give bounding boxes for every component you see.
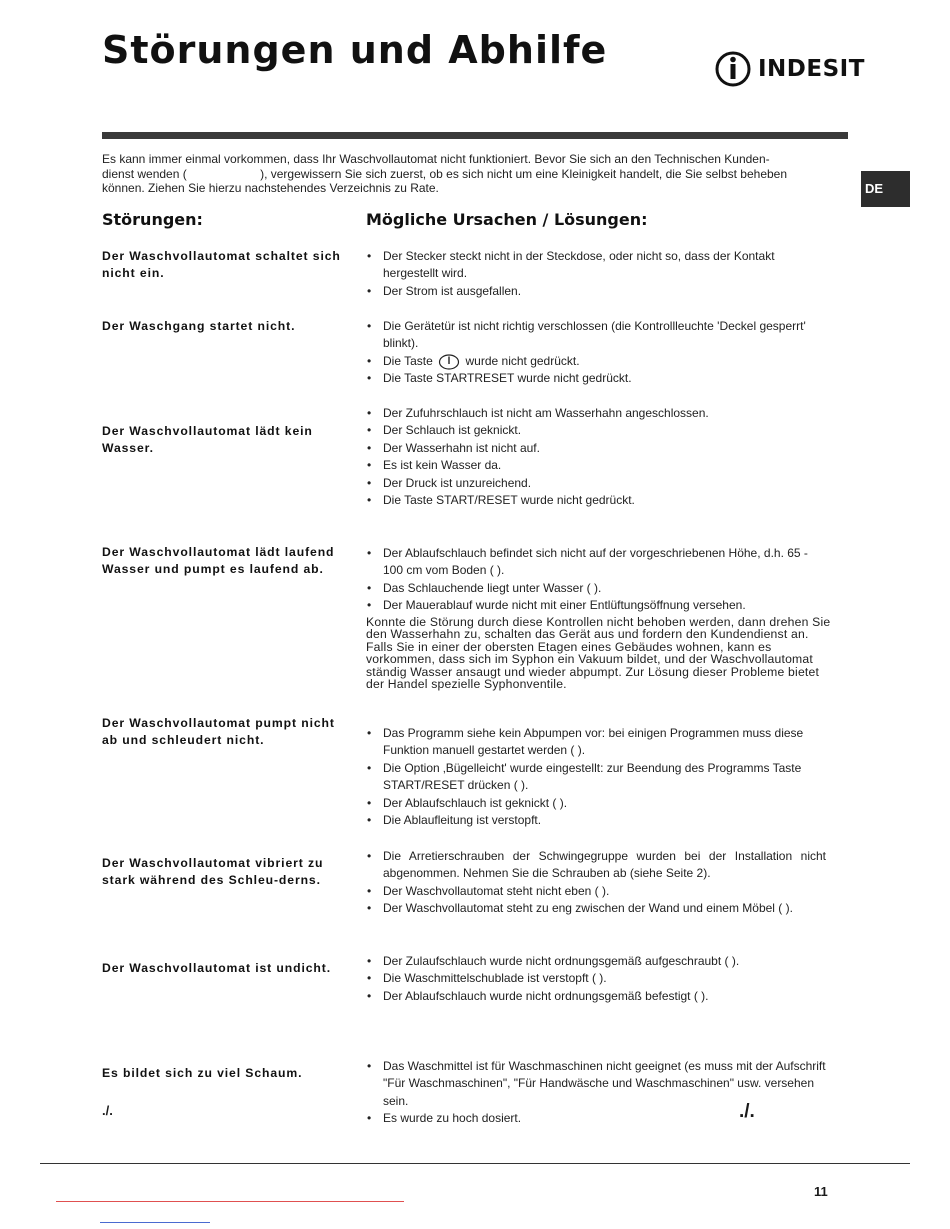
solution-item: • Es wurde zu hoch dosiert. bbox=[366, 1110, 826, 1127]
solutions-6 bbox=[366, 848, 826, 918]
solution-item: • Der Ablaufschlauch ist geknickt ( ). bbox=[366, 795, 826, 812]
problem-2: Der Waschgang startet nicht. bbox=[102, 319, 296, 333]
solution-text: Die Taste bbox=[383, 353, 433, 368]
problems-heading: Störungen: bbox=[102, 210, 203, 229]
solution-item: • Die Taste STARTRESET wurde nicht gedrückt. bbox=[366, 370, 826, 387]
solution-item: • Der Schlauch ist geknickt. bbox=[366, 422, 826, 439]
solution-item: • Die Taste START/RESET wurde nicht gedrückt. bbox=[366, 492, 826, 509]
language-tab: DE bbox=[861, 171, 910, 207]
page-title: Störungen und Abhilfe bbox=[102, 28, 608, 72]
solutions-8 bbox=[366, 1058, 826, 1128]
header-rule bbox=[102, 132, 848, 139]
problem-4: Der Waschvollautomat lädt laufend Wasser und pumpt es laufend ab. bbox=[102, 545, 335, 576]
solution-item: • Der Zufuhrschlauch ist nicht am Wasserhahn angeschlossen. bbox=[366, 405, 826, 422]
intro-paragraph: Es kann immer einmal vorkommen, dass Ihr Waschvollautomat nicht funktioniert. Bevor Sie sich an den Technischen Kunden- dienst wenden ( ), vergewissern Sie sich zuerst, ob es sich nicht um eine Kleinigkeit handelt, die Sie selbst beheben können. Ziehen Sie hierzu nachstehendes Verzeichnis zu Rate. bbox=[102, 152, 788, 196]
indesit-logo-icon bbox=[714, 50, 754, 88]
solution-item: • Der Stecker steckt nicht in der Steckdose, oder nicht so, dass der Kontakt hergestellt wird. bbox=[366, 248, 826, 283]
footer-link-underline[interactable] bbox=[56, 1201, 404, 1202]
problem-5: Der Waschvollautomat pumpt nicht ab und schleudert nicht. bbox=[102, 716, 335, 747]
solution-item: • Der Waschvollautomat steht nicht eben ( ). bbox=[366, 883, 826, 900]
solution-item: • Der Ablaufschlauch wurde nicht ordnungsgemäß befestigt ( ). bbox=[366, 988, 836, 1005]
solutions-3 bbox=[366, 405, 826, 509]
continued-marker-right: ./. bbox=[739, 1101, 755, 1122]
solution-item: • Die Option ‚Bügelleicht' wurde eingestellt: zur Beendung des Programms Taste START/RESET drücken ( ). bbox=[366, 760, 826, 795]
solution-item bbox=[366, 353, 826, 370]
solutions-4-note: Konnte die Störung durch diese Kontrollen nicht behoben werden, dann drehen Sie den Wasserhahn zu, schalten das Gerät aus und fordern den Kundendienst an. Falls Sie in einer der obersten Etagen eines Gebäudes wohnen, kann es vorkommen, dass sich im Syphon ein Vakuum bildet, und der Waschvollautomat ständig Wasser ansaugt und wieder abpumpt. Zur Lösung dieser Probleme bietet der Handel spezielle Syphonventile. bbox=[366, 615, 831, 692]
problem-1: Der Waschvollautomat schaltet sich nicht ein. bbox=[102, 249, 341, 280]
solutions-1 bbox=[366, 248, 826, 300]
problem-7: Der Waschvollautomat ist undicht. bbox=[102, 961, 332, 975]
solutions-heading: Mögliche Ursachen / Lösungen: bbox=[366, 210, 648, 229]
solution-item: • Der Strom ist ausgefallen. bbox=[366, 283, 826, 300]
solutions-2 bbox=[366, 318, 826, 388]
solution-item: • Das Schlauchende liegt unter Wasser ( ). bbox=[366, 580, 826, 597]
problem-6: Der Waschvollautomat vibriert zu stark während des Schleu-derns. bbox=[102, 856, 324, 887]
brand-name: INDESIT bbox=[758, 56, 865, 82]
power-button-icon bbox=[438, 354, 460, 370]
problem-3: Der Waschvollautomat lädt kein Wasser. bbox=[102, 424, 313, 455]
footer-link-underline[interactable] bbox=[100, 1222, 210, 1223]
solutions-4 bbox=[366, 545, 826, 615]
page-number: 11 bbox=[814, 1184, 828, 1199]
brand-logo bbox=[714, 50, 864, 88]
solution-item: • Der Mauerablauf wurde nicht mit einer Entlüftungsöffnung versehen. bbox=[366, 597, 826, 614]
solution-item: • Der Druck ist unzureichend. bbox=[366, 475, 826, 492]
solution-item: • Der Ablaufschlauch befindet sich nicht auf der vorgeschriebenen Höhe, d.h. 65 - 100 cm vom Boden ( ). bbox=[366, 545, 826, 580]
solution-item: • Die Waschmittelschublade ist verstopft ( ). bbox=[366, 970, 836, 987]
continued-marker-left: ./. bbox=[102, 1103, 113, 1118]
solution-text: wurde nicht gedrückt. bbox=[465, 353, 580, 368]
solutions-7 bbox=[366, 953, 836, 1005]
solution-item: • Das Programm siehe kein Abpumpen vor: bei einigen Programmen muss diese Funktion manuell gestartet werden ( ). bbox=[366, 725, 826, 760]
solution-item: • Das Waschmittel ist für Waschmaschinen nicht geeignet (es muss mit der Aufschrift "Für Waschmaschinen", "Für Handwäsche und Waschmaschinen" usw. versehen sein. bbox=[366, 1058, 826, 1110]
problem-8: Es bildet sich zu viel Schaum. bbox=[102, 1066, 303, 1080]
solutions-5 bbox=[366, 725, 826, 829]
footer-rule bbox=[40, 1163, 910, 1164]
solution-item: • Der Zulaufschlauch wurde nicht ordnungsgemäß aufgeschraubt ( ). bbox=[366, 953, 836, 970]
solution-item: • Der Waschvollautomat steht zu eng zwischen der Wand und einem Möbel ( ). bbox=[366, 900, 826, 917]
solution-item: • Die Ablaufleitung ist verstopft. bbox=[366, 812, 826, 829]
solution-item: • Die Arretierschrauben der Schwingegruppe wurden bei der Installation nicht abgenommen. Nehmen Sie die Schrauben ab (siehe Seite 2). bbox=[366, 848, 826, 883]
solution-item: • Es ist kein Wasser da. bbox=[366, 457, 826, 474]
solution-item: • Die Gerätetür ist nicht richtig verschlossen (die Kontrollleuchte 'Deckel gesperrt' blinkt). bbox=[366, 318, 826, 353]
solution-item: • Der Wasserhahn ist nicht auf. bbox=[366, 440, 826, 457]
